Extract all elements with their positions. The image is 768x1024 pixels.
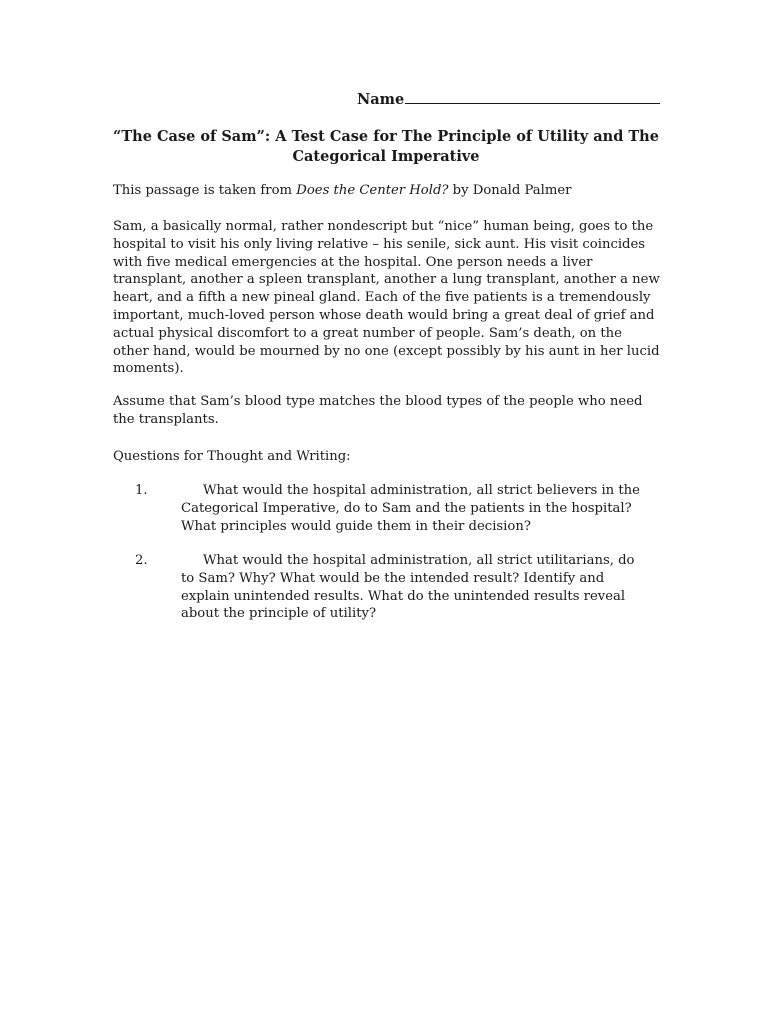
questions-heading: Questions for Thought and Writing: [113, 449, 351, 464]
name-field [357, 91, 660, 108]
assumption-paragraph: Assume that Sam’s blood type matches the blood types of the people who need the transplants. [113, 394, 643, 427]
question-text: What would the hospital administration, all strict believers in the Categorical Imperative, do to Sam and the patients in the hospital? What principles would guide them in their decision? [181, 483, 640, 534]
source-book-title: Does the Center Hold? [296, 183, 449, 198]
question-number: 1. [135, 483, 148, 498]
question-number: 2. [135, 553, 148, 568]
source-suffix: by Donald Palmer [448, 183, 572, 198]
name-blank-line [405, 91, 660, 104]
question-text: What would the hospital administration, all strict utilitarians, do to Sam? Why? What would be the intended result? Identify and explain unintended results. What do the unintended results reveal about the principle of utility? [181, 553, 635, 622]
source-line [113, 182, 661, 200]
source-prefix: This passage is taken from [113, 183, 297, 198]
passage-paragraph: Sam, a basically normal, rather nondescript but “nice” human being, goes to the hospital to visit his only living relative – his senile, sick aunt. His visit coincides with five medical emergencies at the hospital. One person needs a liver transplant, another a spleen transplant, another a lung transplant, another a new heart, and a fifth a new pineal gland. Each of the five patients is a tremendously important, much-loved person whose death would bring a great deal of grief and actual physical discomfort to a great number of people. Sam’s death, on the other hand, would be mourned by no one (except possibly by his aunt in her lucid moments). [113, 219, 660, 377]
name-label: Name [357, 91, 405, 108]
document-title: “The Case of Sam”: A Test Case for The Principle of Utility and The Categorical Imperative [113, 128, 659, 165]
